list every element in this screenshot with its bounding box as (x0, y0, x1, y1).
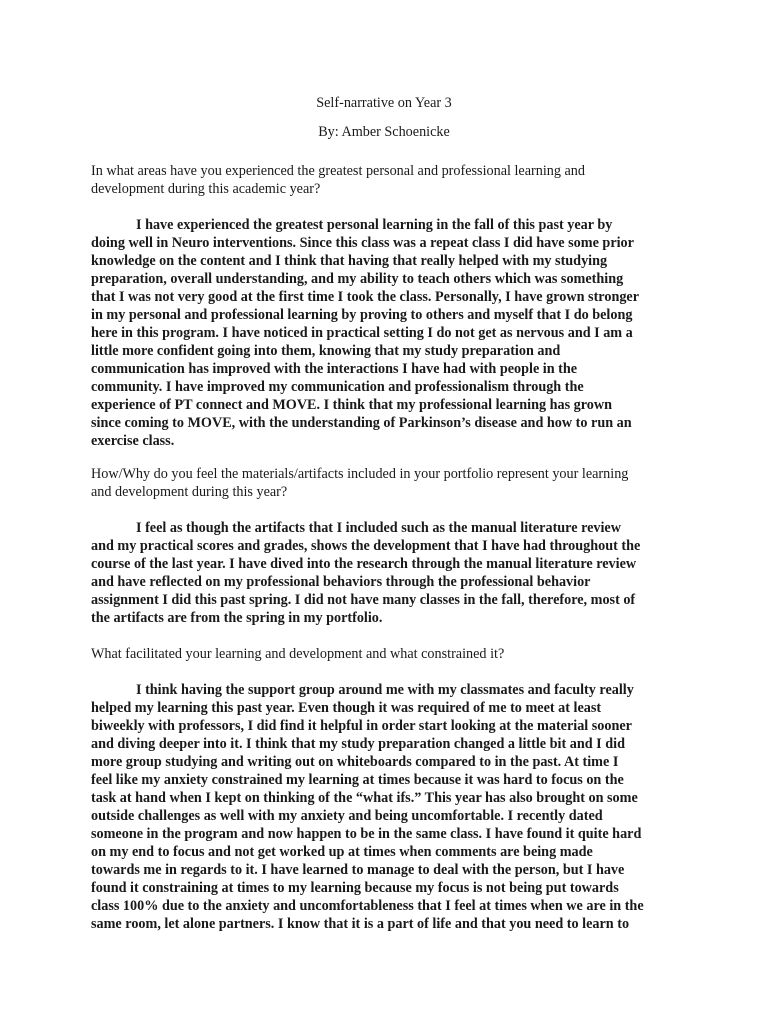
question-line: How/Why do you feel the materials/artifacts included in your portfolio represent your learning (91, 466, 629, 482)
answer-line: towards me in regards to it. I have learned to manage to deal with the person, but I have (91, 862, 625, 878)
answer-line: that I was not very good at the first time I took the class. Personally, I have grown stronger (91, 289, 640, 305)
answer-line: since coming to MOVE, with the understanding of Parkinson’s disease and how to run an (91, 415, 632, 431)
answer-1 (91, 216, 681, 450)
question-3 (91, 645, 681, 663)
answer-line: and have reflected on my professional behaviors through the professional behavior (91, 574, 591, 590)
answer-line: here in this program. I have noticed in practical setting I do not get as nervous and I am a (91, 325, 633, 341)
answer-line: communication has improved with the interactions I have had with people in the (91, 361, 578, 377)
answer-line: helped my learning this past year. Even though it was required of me to meet at least (91, 700, 602, 716)
answer-line: I feel as though the artifacts that I included such as the manual literature review (136, 520, 621, 536)
answer-3 (91, 681, 681, 933)
answer-line: I have experienced the greatest personal learning in the fall of this past year by (136, 217, 613, 233)
answer-2 (91, 519, 681, 627)
question-line: development during this academic year? (91, 181, 321, 197)
answer-line: biweekly with professors, I did find it helpful in order start looking at the material sooner (91, 718, 632, 734)
answer-line: doing well in Neuro interventions. Since this class was a repeat class I did have some prior (91, 235, 634, 251)
answer-line: in my personal and professional learning by proving to others and myself that I do belong (91, 307, 633, 323)
question-line: In what areas have you experienced the greatest personal and professional learning and (91, 163, 585, 179)
document-title: Self-narrative on Year 3 (316, 95, 452, 111)
answer-line: task at hand when I kept on thinking of the “what ifs.” This year has also brought on some (91, 790, 638, 806)
answer-line: on my end to focus and not get worked up at times when comments are being made (91, 844, 593, 860)
answer-line: more group studying and writing out on whiteboards compared to in the past. At time I (91, 754, 619, 770)
answer-line: exercise class. (91, 433, 175, 449)
author-byline: By: Amber Schoenicke (318, 124, 450, 140)
answer-line: community. I have improved my communication and professionalism through the (91, 379, 584, 395)
question-line: and development during this year? (91, 484, 288, 500)
answer-line: found it constraining at times to my learning because my focus is not being put towards (91, 880, 619, 896)
answer-line: knowledge on the content and I think that having that really helped with my studying (91, 253, 608, 269)
question-line: What facilitated your learning and development and what constrained it? (91, 646, 505, 662)
answer-line: I think having the support group around me with my classmates and faculty really (136, 682, 634, 698)
answer-line: little more confident going into them, knowing that my study preparation and (91, 343, 561, 359)
answer-line: feel like my anxiety constrained my learning at times because it was hard to focus on the (91, 772, 624, 788)
answer-line: outside challenges as well with my anxiety and being uncomfortable. I recently dated (91, 808, 603, 824)
answer-line: course of the last year. I have dived into the research through the manual literature review (91, 556, 637, 572)
answer-line: same room, let alone partners. I know that it is a part of life and that you need to learn to (91, 916, 630, 932)
answer-line: and diving deeper into it. I think that my study preparation changed a little bit and I did (91, 736, 625, 752)
answer-line: and my practical scores and grades, shows the development that I have had throughout the (91, 538, 641, 554)
answer-line: experience of PT connect and MOVE. I think that my professional learning has grown (91, 397, 613, 413)
question-2 (91, 465, 681, 501)
answer-line: someone in the program and now happen to be in the same class. I have found it quite hard (91, 826, 642, 842)
answer-line: the artifacts are from the spring in my portfolio. (91, 610, 383, 626)
answer-line: assignment I did this past spring. I did not have many classes in the fall, therefore, most of (91, 592, 636, 608)
question-1 (91, 162, 681, 198)
answer-line: preparation, overall understanding, and my ability to teach others which was something (91, 271, 624, 287)
answer-line: class 100% due to the anxiety and uncomfortableness that I feel at times when we are in the (91, 898, 644, 914)
